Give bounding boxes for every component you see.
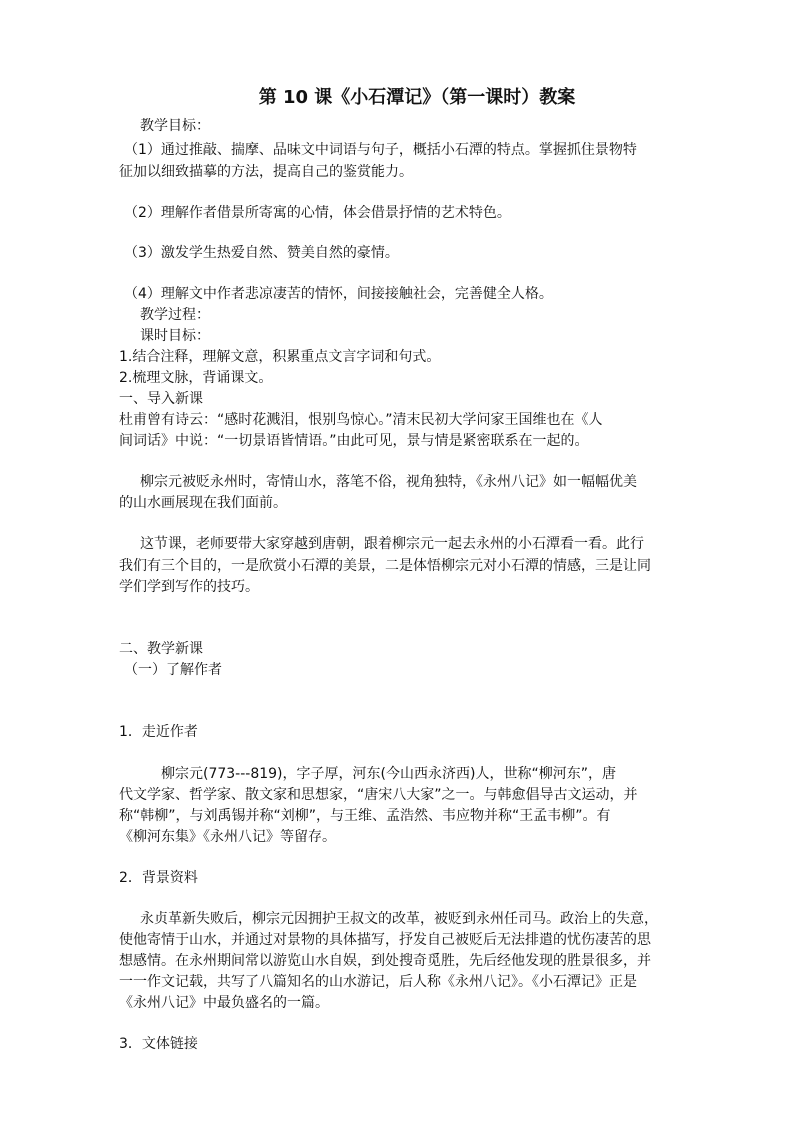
paragraph-line: 柳宗元(773---819)，字子厚，河东(今山西永济西)人，世称“柳河东”，唐 xyxy=(161,766,616,782)
paragraph-line: 使他寄情于山水，并通过对景物的具体描写，抒发自己被贬后无法排遣的忧伤凄苦的思 xyxy=(119,932,651,948)
objective-1-line-1: （1）通过推敲、揣摩、品味文中词语与句子，概括小石潭的特点。掌握抓住景物特 xyxy=(124,142,637,158)
subsection-heading: 2．背景资料 xyxy=(119,870,198,886)
section-heading: 一、导入新课 xyxy=(119,391,203,407)
subsection-heading: 1．走近作者 xyxy=(119,724,198,740)
section-heading: 课时目标： xyxy=(140,328,210,344)
paragraph-line: 学们学到写作的技巧。 xyxy=(119,579,259,595)
subsection-heading: （一）了解作者 xyxy=(124,662,222,678)
paragraph-line: 《永州八记》中最负盛名的一篇。 xyxy=(119,995,329,1011)
page-title: 第 10 课《小石潭记》（第一课时）教案 xyxy=(258,87,576,108)
objective-2: （2）理解作者借景所寄寓的心情，体会借景抒情的艺术特色。 xyxy=(124,205,511,221)
paragraph-line: 称“韩柳”，与刘禹锡并称“刘柳”，与王维、孟浩然、韦应物并称“王孟韦柳”。有 xyxy=(119,808,611,824)
objective-3: （3）激发学生热爱自然、赞美自然的豪情。 xyxy=(124,245,399,261)
lesson-goal-2: 2.梳理文脉，背诵课文。 xyxy=(119,370,273,386)
paragraph-line: 间词话》中说：“一切景语皆情语。”由此可见，景与情是紧密联系在一起的。 xyxy=(119,433,589,449)
paragraph-line: 柳宗元被贬永州时，寄情山水，落笔不俗，视角独特，《永州八记》如一幅幅优美 xyxy=(140,474,637,490)
subsection-heading: 3．文体链接 xyxy=(119,1036,198,1052)
paragraph-line: 永贞革新失败后，柳宗元因拥护王叔文的改革，被贬到永州任司马。政治上的失意， xyxy=(140,911,658,927)
paragraph-line: 我们有三个目的，一是欣赏小石潭的美景，二是体悟柳宗元对小石潭的情感，三是让同 xyxy=(119,558,651,574)
section-heading: 教学目标： xyxy=(140,118,210,134)
paragraph-line: 杜甫曾有诗云：“感时花溅泪，恨别鸟惊心。”清末民初大学问家王国维也在《人 xyxy=(119,412,603,428)
paragraph-line: 的山水画展现在我们面前。 xyxy=(119,495,287,511)
paragraph-line: 《柳河东集》《永州八记》等留存。 xyxy=(119,829,336,845)
paragraph-line: 想感情。在永州期间常以游览山水自娱，到处搜奇觅胜，先后经他发现的胜景很多，并 xyxy=(119,953,651,969)
paragraph-line: 这节课，老师要带大家穿越到唐朝，跟着柳宗元一起去永州的小石潭看一看。此行 xyxy=(140,536,644,552)
paragraph-line: 一一作文记载，共写了八篇知名的山水游记，后人称《永州八记》。《小石潭记》正是 xyxy=(119,974,637,990)
section-heading: 二、教学新课 xyxy=(119,641,203,657)
section-heading: 教学过程： xyxy=(140,307,210,323)
lesson-goal-1: 1.结合注释，理解文意，积累重点文言字词和句式。 xyxy=(119,349,441,365)
objective-4: （4）理解文中作者悲凉凄苦的情怀，间接接触社会，完善健全人格。 xyxy=(124,286,553,302)
paragraph-line: 代文学家、哲学家、散文家和思想家，“唐宋八大家”之一。与韩愈倡导古文运动，并 xyxy=(119,787,638,803)
objective-1-line-2: 征加以细致描摹的方法，提高自己的鉴赏能力。 xyxy=(119,164,413,180)
